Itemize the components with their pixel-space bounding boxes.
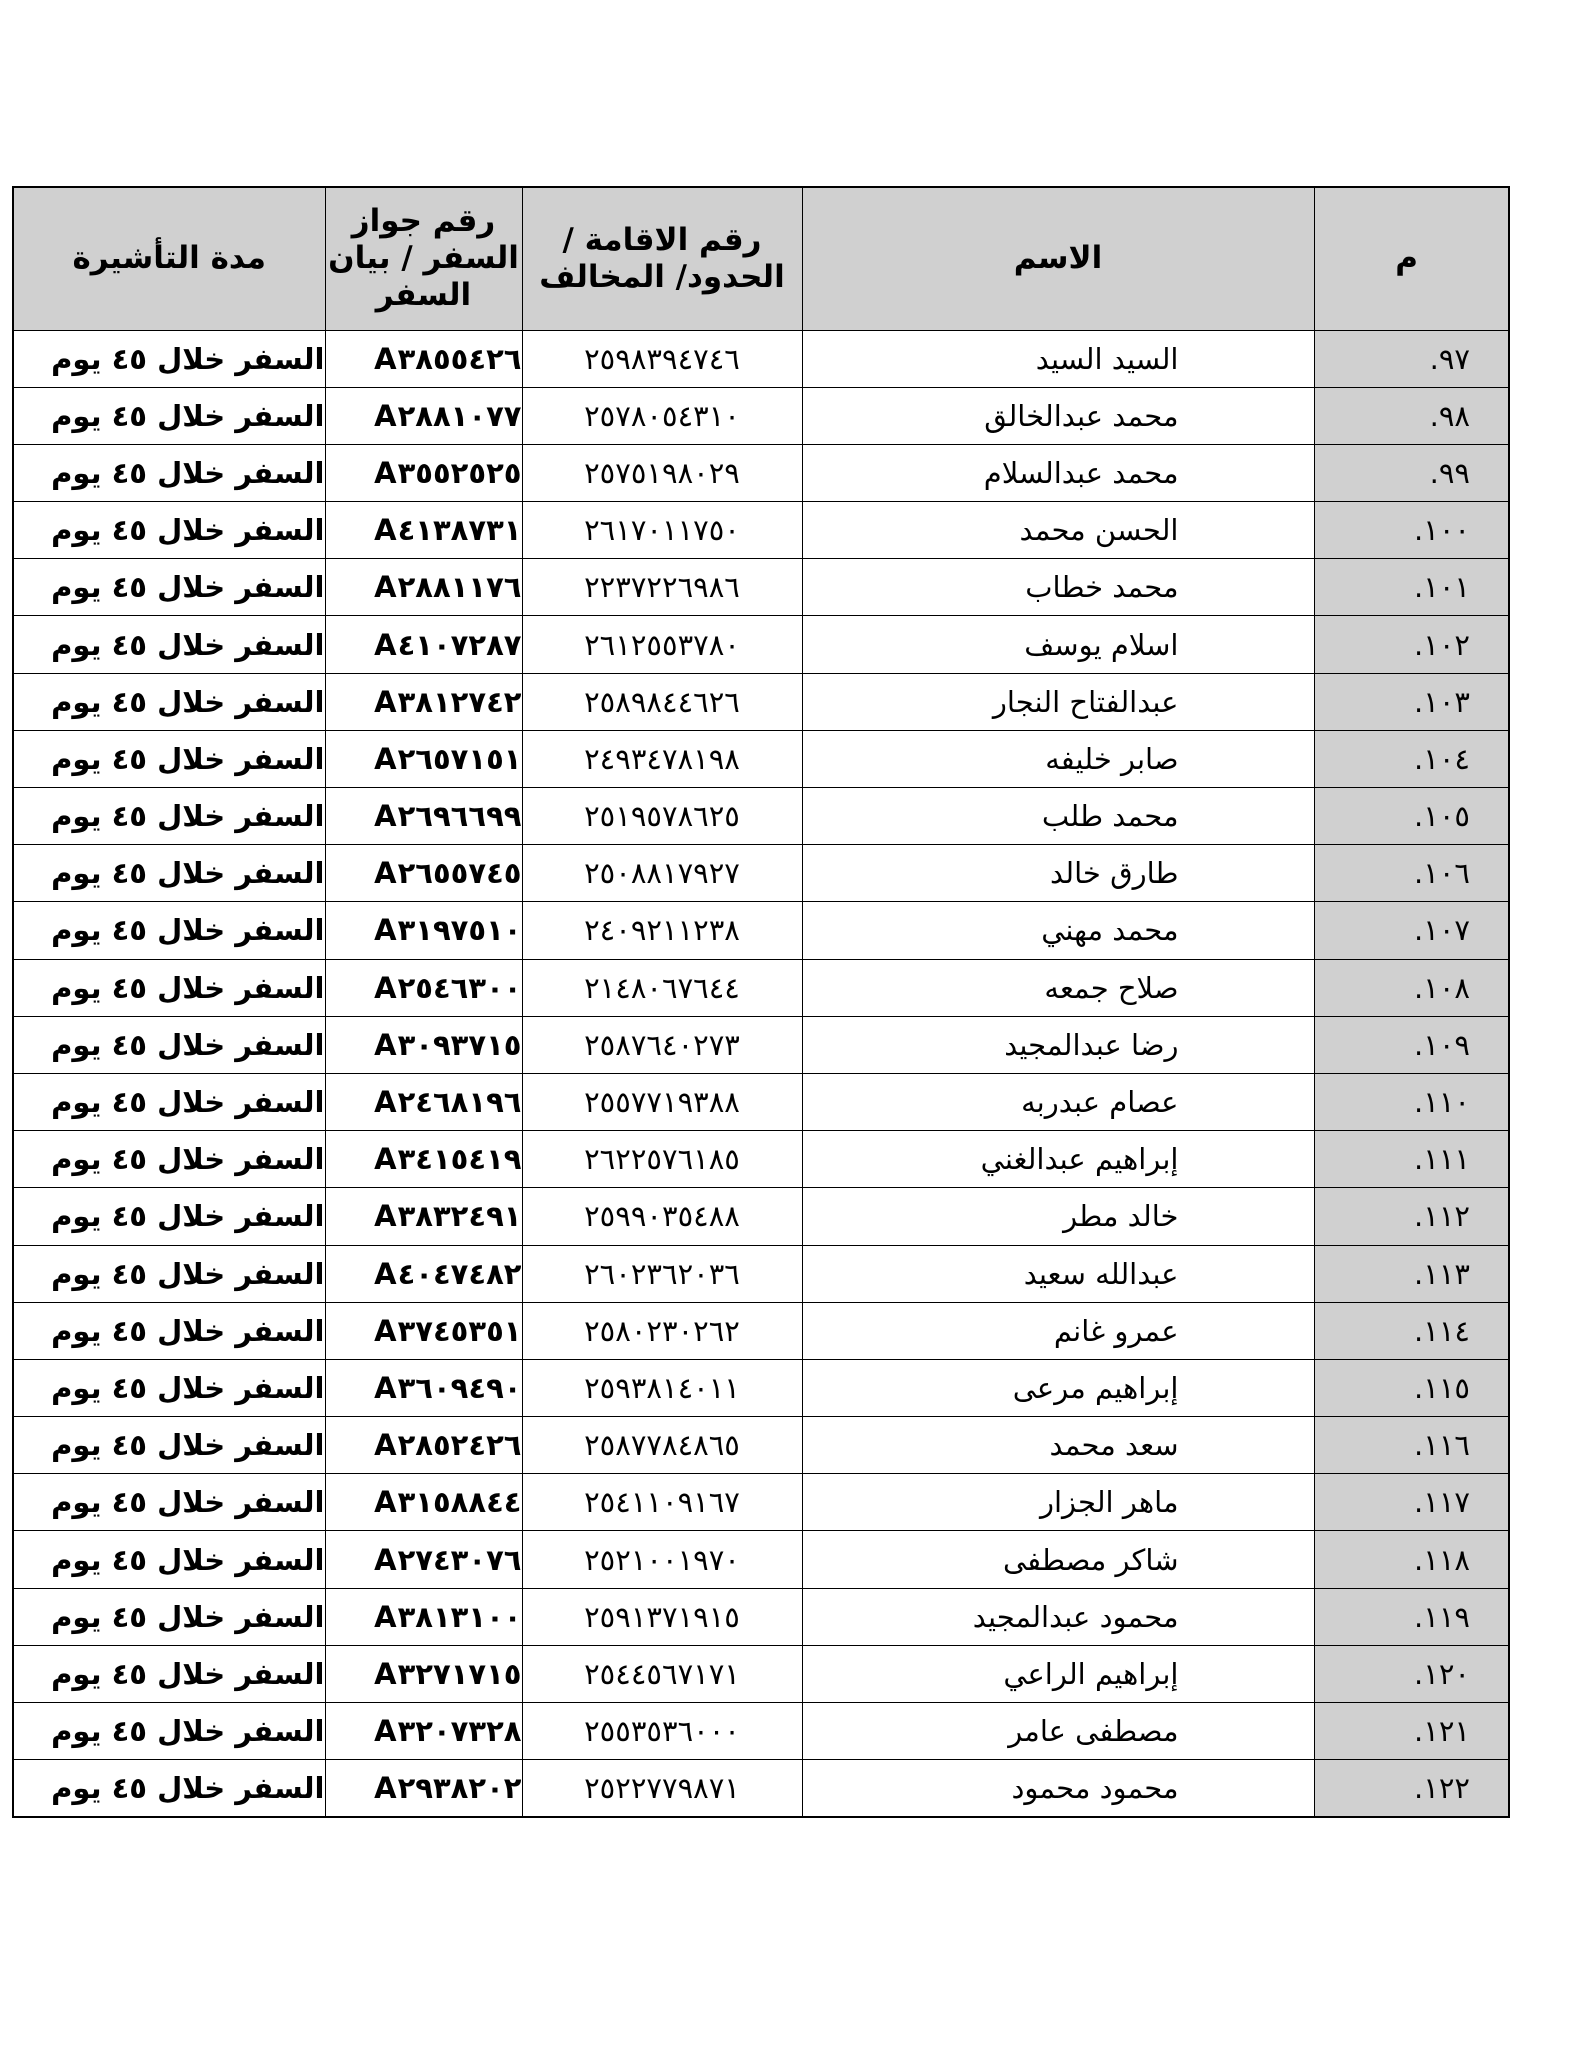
row-index: ١٠١. xyxy=(1314,559,1509,616)
person-name: محمود عبدالمجيد xyxy=(802,1588,1314,1645)
table-row xyxy=(13,444,1509,501)
passport-number: A٣٧٤٥٣٥١ xyxy=(325,1302,522,1359)
table-row xyxy=(13,902,1509,959)
passport-number: A٢٥٤٦٣٠٠ xyxy=(325,959,522,1016)
residence-number: ٢٤٠٩٢١١٢٣٨ xyxy=(522,902,802,959)
table-row xyxy=(13,1760,1509,1817)
table-row xyxy=(13,730,1509,787)
visa-duration: السفر خلال ٤٥ يوم xyxy=(13,1016,325,1073)
table-row xyxy=(13,1302,1509,1359)
residence-number: ٢٦٢٢٥٧٦١٨٥ xyxy=(522,1131,802,1188)
row-index: ١٠٤. xyxy=(1314,730,1509,787)
person-name: صلاح جمعه xyxy=(802,959,1314,1016)
row-index: ١١٦. xyxy=(1314,1417,1509,1474)
passport-number: A٣٢٧١٧١٥ xyxy=(325,1645,522,1702)
row-index: ١٠٦. xyxy=(1314,845,1509,902)
table-row xyxy=(13,502,1509,559)
row-index: ١٠٩. xyxy=(1314,1016,1509,1073)
residence-number: ٢٥٠٨٨١٧٩٢٧ xyxy=(522,845,802,902)
passport-number: A٢٨٨١١٧٦ xyxy=(325,559,522,616)
table-row xyxy=(13,1645,1509,1702)
row-index: ١١١. xyxy=(1314,1131,1509,1188)
person-name: عمرو غانم xyxy=(802,1302,1314,1359)
row-index: ١٠٥. xyxy=(1314,788,1509,845)
passport-number: A٣٨١٣١٠٠ xyxy=(325,1588,522,1645)
visa-duration: السفر خلال ٤٥ يوم xyxy=(13,959,325,1016)
residence-number: ٢٢٣٧٢٢٦٩٨٦ xyxy=(522,559,802,616)
person-name: محمد مهني xyxy=(802,902,1314,959)
person-name: سعد محمد xyxy=(802,1417,1314,1474)
passport-number: A٣٨١٢٧٤٢ xyxy=(325,673,522,730)
person-name: شاكر مصطفى xyxy=(802,1531,1314,1588)
passport-number: A٣١٩٧٥١٠ xyxy=(325,902,522,959)
visa-duration: السفر خلال ٤٥ يوم xyxy=(13,444,325,501)
passport-number: A٣٨٥٥٤٢٦ xyxy=(325,330,522,387)
row-index: ١١٠. xyxy=(1314,1073,1509,1130)
table-row xyxy=(13,1417,1509,1474)
table-row xyxy=(13,788,1509,845)
table-row xyxy=(13,1531,1509,1588)
passport-number: A٣١٥٨٨٤٤ xyxy=(325,1474,522,1531)
visa-duration: السفر خلال ٤٥ يوم xyxy=(13,730,325,787)
table-row xyxy=(13,616,1509,673)
visa-duration: السفر خلال ٤٥ يوم xyxy=(13,788,325,845)
table-row xyxy=(13,1188,1509,1245)
residence-number: ٢٥٨٧٦٤٠٢٧٣ xyxy=(522,1016,802,1073)
person-name: مصطفى عامر xyxy=(802,1703,1314,1760)
row-index: ١٠٠. xyxy=(1314,502,1509,559)
passport-number: A٢٨٥٢٤٢٦ xyxy=(325,1417,522,1474)
passport-number: A٢٤٦٨١٩٦ xyxy=(325,1073,522,1130)
visa-duration: السفر خلال ٤٥ يوم xyxy=(13,1073,325,1130)
row-index: ١١٢. xyxy=(1314,1188,1509,1245)
residence-number: ٢٥٨٠٢٣٠٢٦٢ xyxy=(522,1302,802,1359)
residence-number: ٢٥٩٩٠٣٥٤٨٨ xyxy=(522,1188,802,1245)
person-name: الحسن محمد xyxy=(802,502,1314,559)
table-row xyxy=(13,559,1509,616)
visa-duration: السفر خلال ٤٥ يوم xyxy=(13,1417,325,1474)
table-row xyxy=(13,673,1509,730)
residence-number: ٢٥١٩٥٧٨٦٢٥ xyxy=(522,788,802,845)
visa-duration: السفر خلال ٤٥ يوم xyxy=(13,1131,325,1188)
person-name: محمد عبدالخالق xyxy=(802,387,1314,444)
person-name: إبراهيم الراعي xyxy=(802,1645,1314,1702)
table-row xyxy=(13,959,1509,1016)
passport-number: A٣٦٠٩٤٩٠ xyxy=(325,1359,522,1416)
passport-number: A٢٦٥٧١٥١ xyxy=(325,730,522,787)
visa-duration: السفر خلال ٤٥ يوم xyxy=(13,1531,325,1588)
header-visa-duration: مدة التأشيرة xyxy=(13,187,325,330)
person-name: طارق خالد xyxy=(802,845,1314,902)
person-name: إبراهيم مرعى xyxy=(802,1359,1314,1416)
residence-number: ٢٥٨٧٧٨٤٨٦٥ xyxy=(522,1417,802,1474)
visa-duration: السفر خلال ٤٥ يوم xyxy=(13,1245,325,1302)
table-row xyxy=(13,1359,1509,1416)
table-row xyxy=(13,1131,1509,1188)
row-index: ١١٣. xyxy=(1314,1245,1509,1302)
visa-duration: السفر خلال ٤٥ يوم xyxy=(13,673,325,730)
visa-duration: السفر خلال ٤٥ يوم xyxy=(13,1302,325,1359)
visa-duration: السفر خلال ٤٥ يوم xyxy=(13,502,325,559)
residence-number: ٢٥٨٩٨٤٤٦٢٦ xyxy=(522,673,802,730)
table-row xyxy=(13,1588,1509,1645)
table-row xyxy=(13,845,1509,902)
row-index: ١٠٨. xyxy=(1314,959,1509,1016)
row-index: ١٢١. xyxy=(1314,1703,1509,1760)
header-residence: رقم الاقامة / الحدود/ المخالف xyxy=(522,187,802,330)
passport-number: A٣٤١٥٤١٩ xyxy=(325,1131,522,1188)
passport-number: A٣٨٣٢٤٩١ xyxy=(325,1188,522,1245)
visa-duration: السفر خلال ٤٥ يوم xyxy=(13,1645,325,1702)
passport-number: A٤١٣٨٧٣١ xyxy=(325,502,522,559)
visa-duration: السفر خلال ٤٥ يوم xyxy=(13,616,325,673)
row-index: ١٠٢. xyxy=(1314,616,1509,673)
passport-number: A٢٧٤٣٠٧٦ xyxy=(325,1531,522,1588)
passport-number: A٣٠٩٣٧١٥ xyxy=(325,1016,522,1073)
table-row xyxy=(13,330,1509,387)
passport-number: A٢٦٥٥٧٤٥ xyxy=(325,845,522,902)
residence-number: ٢٤٩٣٤٧٨١٩٨ xyxy=(522,730,802,787)
visa-duration: السفر خلال ٤٥ يوم xyxy=(13,902,325,959)
passport-number: A٤١٠٧٢٨٧ xyxy=(325,616,522,673)
row-index: ١٢٠. xyxy=(1314,1645,1509,1702)
table-row xyxy=(13,1703,1509,1760)
passport-number: A٢٨٨١٠٧٧ xyxy=(325,387,522,444)
table-row xyxy=(13,1245,1509,1302)
residence-number: ٢٥٩٣٨١٤٠١١ xyxy=(522,1359,802,1416)
person-name: محمود محمود xyxy=(802,1760,1314,1817)
row-index: ١١٩. xyxy=(1314,1588,1509,1645)
row-index: ١١٤. xyxy=(1314,1302,1509,1359)
visa-duration: السفر خلال ٤٥ يوم xyxy=(13,559,325,616)
row-index: ١١٨. xyxy=(1314,1531,1509,1588)
visa-duration: السفر خلال ٤٥ يوم xyxy=(13,330,325,387)
residence-number: ٢٥٧٥١٩٨٠٢٩ xyxy=(522,444,802,501)
residence-number: ٢٥٩١٣٧١٩١٥ xyxy=(522,1588,802,1645)
row-index: ١٢٢. xyxy=(1314,1760,1509,1817)
person-name: خالد مطر xyxy=(802,1188,1314,1245)
residence-number: ٢٦١٢٥٥٣٧٨٠ xyxy=(522,616,802,673)
passport-number: A٢٩٣٨٢٠٢ xyxy=(325,1760,522,1817)
table-row xyxy=(13,387,1509,444)
residence-number: ٢٥٩٨٣٩٤٧٤٦ xyxy=(522,330,802,387)
residence-number: ٢٥٢١٠٠١٩٧٠ xyxy=(522,1531,802,1588)
residence-number: ٢٥٥٣٥٣٦٠٠٠ xyxy=(522,1703,802,1760)
person-name: عبدالله سعيد xyxy=(802,1245,1314,1302)
person-name: صابر خليفه xyxy=(802,730,1314,787)
passport-number: A٤٠٤٧٤٨٢ xyxy=(325,1245,522,1302)
row-index: ١١٧. xyxy=(1314,1474,1509,1531)
header-row xyxy=(13,187,1509,330)
person-name: عصام عبدربه xyxy=(802,1073,1314,1130)
person-name: محمد عبدالسلام xyxy=(802,444,1314,501)
visa-duration: السفر خلال ٤٥ يوم xyxy=(13,845,325,902)
passport-number: A٣٢٠٧٣٢٨ xyxy=(325,1703,522,1760)
visa-duration: السفر خلال ٤٥ يوم xyxy=(13,1703,325,1760)
person-name: عبدالفتاح النجار xyxy=(802,673,1314,730)
residence-number: ٢٥٤١١٠٩١٦٧ xyxy=(522,1474,802,1531)
residence-number: ٢٥٤٤٥٦٧١٧١ xyxy=(522,1645,802,1702)
row-index: ١٠٧. xyxy=(1314,902,1509,959)
visa-duration: السفر خلال ٤٥ يوم xyxy=(13,387,325,444)
person-name: اسلام يوسف xyxy=(802,616,1314,673)
residence-number: ٢٥٥٧٧١٩٣٨٨ xyxy=(522,1073,802,1130)
visa-duration: السفر خلال ٤٥ يوم xyxy=(13,1188,325,1245)
header-passport: رقم جواز السفر / بيان السفر xyxy=(325,187,522,330)
visa-duration: السفر خلال ٤٥ يوم xyxy=(13,1474,325,1531)
residence-number: ٢٥٢٢٧٧٩٨٧١ xyxy=(522,1760,802,1817)
row-index: ٩٨. xyxy=(1314,387,1509,444)
header-name: الاسم xyxy=(802,187,1314,330)
table-row xyxy=(13,1073,1509,1130)
table-row xyxy=(13,1474,1509,1531)
visa-duration: السفر خلال ٤٥ يوم xyxy=(13,1359,325,1416)
residence-number: ٢٥٧٨٠٥٤٣١٠ xyxy=(522,387,802,444)
visa-duration: السفر خلال ٤٥ يوم xyxy=(13,1760,325,1817)
residence-number: ٢٦١٧٠١١٧٥٠ xyxy=(522,502,802,559)
table-row xyxy=(13,1016,1509,1073)
visa-duration: السفر خلال ٤٥ يوم xyxy=(13,1588,325,1645)
person-name: رضا عبدالمجيد xyxy=(802,1016,1314,1073)
person-name: إبراهيم عبدالغني xyxy=(802,1131,1314,1188)
row-index: ٩٧. xyxy=(1314,330,1509,387)
passport-number: A٢٦٩٦٦٩٩ xyxy=(325,788,522,845)
row-index: ١٠٣. xyxy=(1314,673,1509,730)
data-table xyxy=(12,186,1510,1818)
person-name: ماهر الجزار xyxy=(802,1474,1314,1531)
row-index: ١١٥. xyxy=(1314,1359,1509,1416)
row-index: ٩٩. xyxy=(1314,444,1509,501)
passport-number: A٣٥٥٢٥٢٥ xyxy=(325,444,522,501)
person-name: محمد طلب xyxy=(802,788,1314,845)
person-name: محمد خطاب xyxy=(802,559,1314,616)
residence-number: ٢١٤٨٠٦٧٦٤٤ xyxy=(522,959,802,1016)
table-body xyxy=(13,330,1509,1817)
header-index: م xyxy=(1314,187,1509,330)
person-name: السيد السيد xyxy=(802,330,1314,387)
residence-number: ٢٦٠٢٣٦٢٠٣٦ xyxy=(522,1245,802,1302)
